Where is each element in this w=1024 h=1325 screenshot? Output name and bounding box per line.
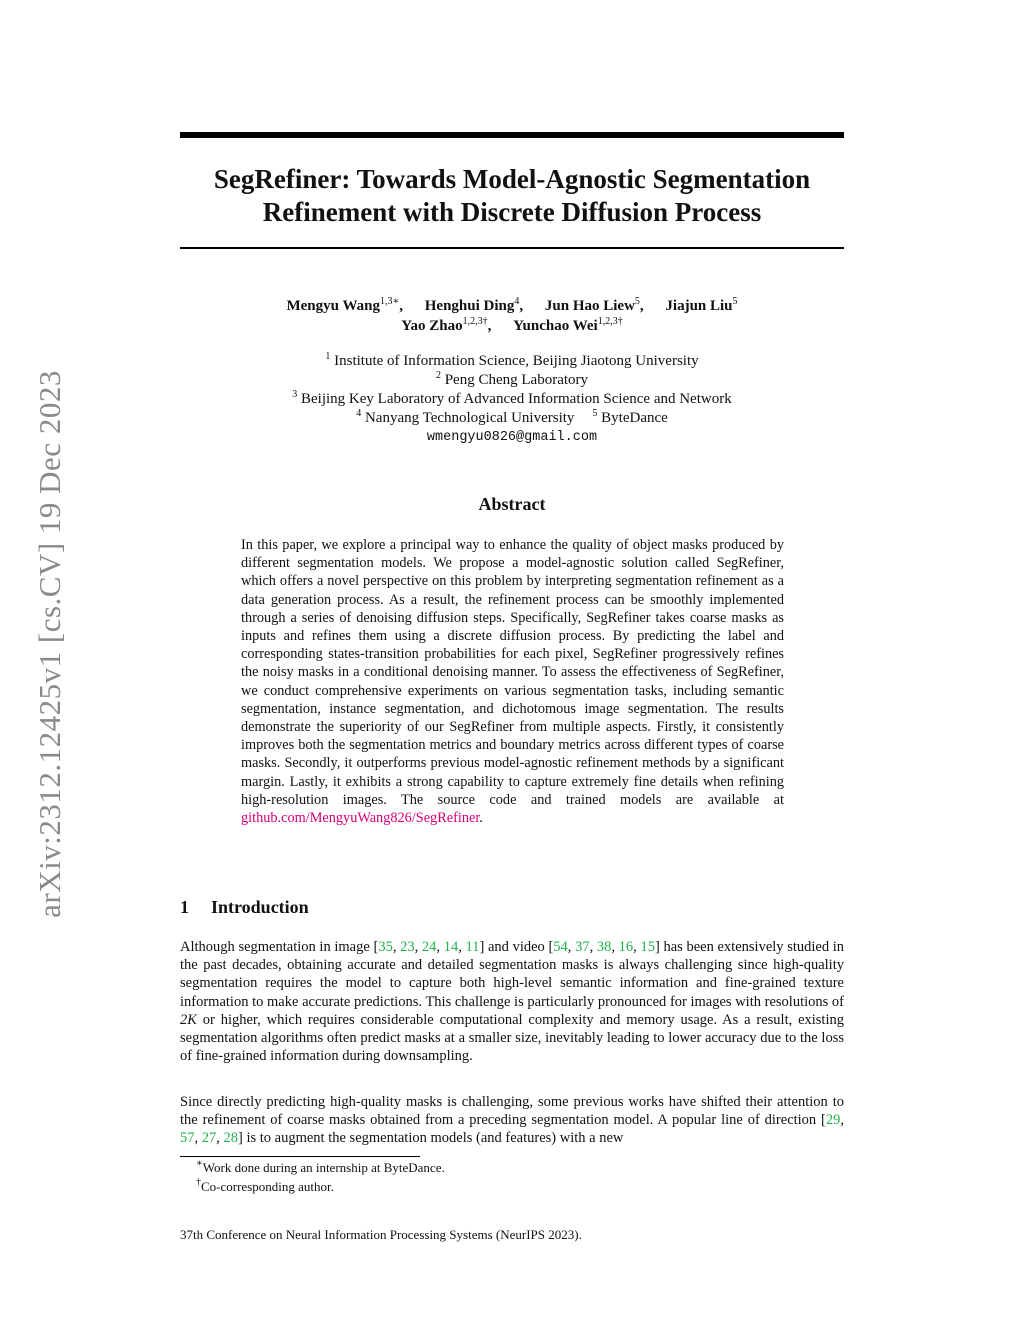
citation-link[interactable]: 57 xyxy=(180,1130,195,1147)
affiliation xyxy=(180,371,844,390)
footnote-mark: ∗ xyxy=(196,1158,203,1169)
author-separator: , xyxy=(487,318,492,334)
author-affil-mark: 1,3∗ xyxy=(379,296,400,307)
text-run: Although segmentation in image [ xyxy=(180,939,379,955)
citation-link[interactable]: 54 xyxy=(553,939,568,955)
affiliation-text: ByteDance xyxy=(601,410,668,426)
citation-link[interactable]: 11 xyxy=(465,939,480,955)
affiliation-mark: 4 xyxy=(356,408,362,419)
author-affil-mark: 1,2,3† xyxy=(597,316,623,327)
author-line-2 xyxy=(180,316,844,336)
author-name: Jiajun Liu xyxy=(665,298,733,314)
section-title: Introduction xyxy=(211,897,309,917)
citation-link[interactable]: 15 xyxy=(640,939,655,955)
section-heading xyxy=(180,897,844,918)
text-run: ] has been extensively studied in the past decades, obtaining accurate and detailed segmentation masks is always challenging since high-quality segmentation requires the model to capture both high-level semantic information and fine-grained texture information to make accurate predictions. This challenge is particularly pronounced for images with resolutions of xyxy=(180,939,845,1010)
author-affil-mark: 1,2,3† xyxy=(462,316,488,327)
text-run: or higher, which requires considerable computational complexity and memory usage. As a result, existing segmentation algorithms often predict masks at a smaller size, inevitably leading to lower accuracy due to the loss of fine-grained information during downsampling. xyxy=(180,1011,844,1065)
affiliation-text: Nanyang Technological University xyxy=(364,410,575,426)
abstract-heading: Abstract xyxy=(478,494,546,514)
abstract-body xyxy=(241,536,784,827)
title-rule-top xyxy=(180,132,844,138)
author xyxy=(401,318,491,334)
citation-link[interactable]: 23 xyxy=(400,939,415,955)
author-affil-mark: 5 xyxy=(732,296,738,307)
email: wmengyu0826@gmail.com xyxy=(426,430,598,445)
author-name: Yunchao Wei xyxy=(513,318,598,334)
title-line-2: Refinement with Discrete Diffusion Process xyxy=(262,197,762,227)
author-affil-mark: 5 xyxy=(634,296,640,307)
venue-note: 37th Conference on Neural Information Processing Systems (NeurIPS 2023). xyxy=(180,1227,582,1242)
code-link[interactable]: github.com/MengyuWang826/SegRefiner xyxy=(241,810,480,827)
author-separator: , xyxy=(639,298,644,314)
citation-link[interactable]: 35 xyxy=(378,939,393,955)
affiliation-mark: 2 xyxy=(435,370,441,381)
footnote-text: Work done during an internship at ByteDance. xyxy=(202,1160,445,1175)
author-name: Mengyu Wang xyxy=(286,298,380,314)
footnote-rule xyxy=(180,1156,420,1157)
title-line-1: SegRefiner: Towards Model-Agnostic Segmentation xyxy=(213,164,811,194)
text-run: Since directly predicting high-quality masks is challenging, some previous works have shifted their attention to the refinement of coarse masks obtained from a preceding segmentation model. A popular line of direction [ xyxy=(180,1094,844,1129)
affiliation-text: Peng Cheng Laboratory xyxy=(444,372,589,388)
text-run: ] and video [ xyxy=(479,939,554,955)
abstract-text: In this paper, we explore a principal way to enhance the quality of object masks produced by different segmentation models. We propose a model-agnostic solution called SegRefiner, which offers a novel perspective on this problem by interpreting segmentation refinement as a data generation process. As a result, the refinement process can be smoothly implemented through a series of denoising diffusion steps. Specifically, SegRefiner takes coarse masks as inputs and refines them using a discrete diffusion process. By predicting the label and corresponding states-transition probabilities for each pixel, SegRefiner progressively refines the noisy masks in a conditional denoising manner. To assess the effectiveness of SegRefiner, we conduct comprehensive experiments on various segmentation tasks, including semantic segmentation, instance segmentation, and dichotomous image segmentation. The results demonstrate the superiority of our SegRefiner from multiple aspects. Firstly, it consistently improves both the segmentation metrics and boundary metrics across different types of coarse masks. Secondly, it outperforms previous model-agnostic refinement methods by a significant margin. Lastly, it exhibits a strong capability to capture extremely fine details when refining high-resolution images. The source code and trained models are available at xyxy=(241,537,784,808)
author xyxy=(665,298,737,314)
citation-link[interactable]: 38 xyxy=(596,939,612,955)
citation-link[interactable]: 16 xyxy=(618,939,634,955)
intro-paragraph-1: Although segmentation in image [35, 23, 24, 14, 11] and video [54, 37, 38, 16, 15] has been extensively studied in the past decades, obtaining accurate and detailed segmentation masks is always challenging since high-quality segmentation requires the model to capture both high-level semantic information and fine-grained texture information to make accurate predictions. This challenge is particularly pronounced for images with resolutions of 2K or higher, which requires considerable computational complexity and memory usage. As a result, existing segmentation algorithms often predict masks at a smaller size, inevitably leading to lower accuracy due to the loss of fine-grained information during downsampling. xyxy=(180,939,845,1065)
affiliation-mark: 5 xyxy=(592,408,598,419)
author-block xyxy=(180,296,844,336)
footnote xyxy=(196,1179,334,1195)
affiliation-text: Institute of Information Science, Beijing Jiaotong University xyxy=(334,353,699,369)
arxiv-stamp-text: arXiv:2312.12425v1 [cs.CV] 19 Dec 2023 xyxy=(32,370,68,918)
abstract-end: . xyxy=(479,810,483,827)
author-line-1 xyxy=(180,296,844,316)
author-name: Henghui Ding xyxy=(424,298,515,314)
paper-title xyxy=(180,163,844,229)
citation-link[interactable]: 27 xyxy=(201,1130,217,1147)
citation-link[interactable]: 28 xyxy=(223,1130,238,1147)
text-emphasis: 2K xyxy=(180,1011,197,1028)
author xyxy=(545,298,644,314)
author xyxy=(513,318,623,334)
author-separator: , xyxy=(519,298,524,314)
author-separator: , xyxy=(399,298,404,314)
footnote-mark: † xyxy=(196,1177,201,1188)
affiliation-block xyxy=(180,352,844,447)
footnote xyxy=(196,1160,445,1176)
citation-link[interactable]: 29 xyxy=(825,1112,841,1129)
affiliation xyxy=(180,390,844,409)
citation-link[interactable]: 24 xyxy=(421,939,437,955)
author-name: Yao Zhao xyxy=(401,318,463,334)
citation-link[interactable]: 37 xyxy=(575,939,590,955)
arxiv-stamp xyxy=(30,348,70,940)
footnote-text: Co-corresponding author. xyxy=(201,1179,334,1194)
affiliation xyxy=(180,352,844,371)
affiliation-mark: 3 xyxy=(292,389,298,400)
affiliation-text: Beijing Key Laboratory of Advanced Information Science and Network xyxy=(301,391,732,407)
title-rule-bottom xyxy=(180,247,844,249)
author xyxy=(286,298,403,314)
author xyxy=(425,298,523,314)
affiliation-row xyxy=(180,409,844,428)
citation-link[interactable]: 14 xyxy=(443,939,459,955)
section-number: 1 xyxy=(180,897,189,917)
text-run: ] is to augment the segmentation models (and features) with a new xyxy=(238,1130,624,1147)
author-name: Jun Hao Liew xyxy=(544,298,635,314)
affiliation-mark: 1 xyxy=(325,351,331,362)
intro-paragraph-2: Since directly predicting high-quality masks is challenging, some previous works have shifted their attention to the refinement of coarse masks obtained from a preceding segmentation model. A popular line of direction [29, 57, 27, 28] is to augment the segmentation models (and features) with a new xyxy=(180,1094,844,1147)
author-affil-mark: 4 xyxy=(514,296,520,307)
